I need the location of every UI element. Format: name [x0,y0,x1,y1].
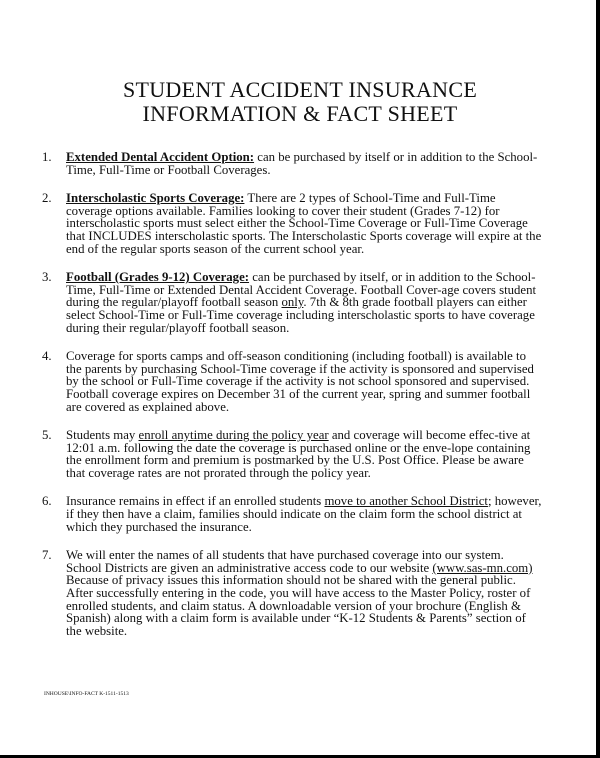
item-number: 3. [42,270,52,285]
item-text: Students may [66,428,139,443]
item-text: can be purchased by itself, or in addition to the School-Time, Full-Time or Extended Dental Accident Coverage. Football Cover-age covers student during the regular/playoff football season [66,270,537,310]
item-heading: Extended Dental Accident Option: [66,150,255,164]
item-underlined-text: move to another School District [324,494,488,509]
list-item [42,271,542,334]
item-heading: Football (Grades 9-12) Coverage: [66,270,250,285]
list-item [42,192,542,255]
item-underlined-text: enroll anytime during the policy year [138,428,329,443]
item-underlined-text: only [281,295,304,310]
item-number: 5. [42,428,52,443]
item-number: 7. [42,548,52,563]
item-number: 1. [42,150,52,164]
item-number: 4. [42,349,52,364]
item-text: ; however, if they then have a claim, families should indicate on the claim form the school district at which they purchased the insurance. [66,494,542,534]
item-number: 2. [42,191,52,206]
item-text: . 7th & 8th grade football players can either select School-Time or Full-Time coverage including interscholastic sports to have coverage during their regular/playoff football season. [66,295,535,335]
fact-list [42,151,542,637]
item-text: We will enter the names of all students that have purchased coverage into our system. School Districts are given an administrative access code to our website [66,548,504,575]
item-number: 6. [42,494,52,509]
list-item [42,495,542,533]
item-text: and coverage will become effec-tive at 12:01 a.m. following the date the coverage is purchased online or the enve-lope containing the enrollment form and premium is postmarked by the U.S. Post Office. Please be aware that coverage rates are not prorated through the policy year. [66,428,531,480]
item-text: Because of privacy issues this information should not be shared with the general public. After successfully entering in the code, you will have access to the Master Policy, roster of enrolled students, and claim status. A downloadable version of your brochure (English & Spanish) along with a claim form is available under “K-12 Students & Parents” section of the website. [66,573,531,638]
website-link[interactable]: (www.sas-mn.com) [432,560,533,575]
list-item [42,429,542,479]
item-text: can be purchased by itself or in addition to the School-Time, Full-Time or Football Coverages. [66,150,538,177]
title-line-2: INFORMATION & FACT SHEET [142,101,458,126]
list-item [42,549,542,637]
list-item [42,151,542,176]
item-text: Coverage for sports camps and off-season conditioning (including football) is available to the parents by purchasing School-Time coverage if the activity is sponsored and supervised by the school or Full-Time coverage if the activity is not school sponsored and supervised. Football coverage expires on December 31 of the current year, spring and summer football are covered as explained above. [66,349,534,414]
item-text: Insurance remains in effect if an enrolled students [66,494,325,509]
form-code-footer: INHOUSE\INFO-FACT K-1511-1513 [44,691,129,697]
page-title [0,78,600,126]
item-text: There are 2 types of School-Time and Full-Time coverage options available. Families looking to cover their student (Grades 7-12) for interscholastic sports must select either the School-Time Coverage or Full-Time Coverage that INCLUDES interscholastic sports. The Interscholastic Sports coverage will expire at the end of the regular sports season of the current school year. [66,191,542,256]
item-heading: Interscholastic Sports Coverage: [66,191,245,206]
list-item [42,350,542,413]
title-line-1: STUDENT ACCIDENT INSURANCE [122,77,478,102]
